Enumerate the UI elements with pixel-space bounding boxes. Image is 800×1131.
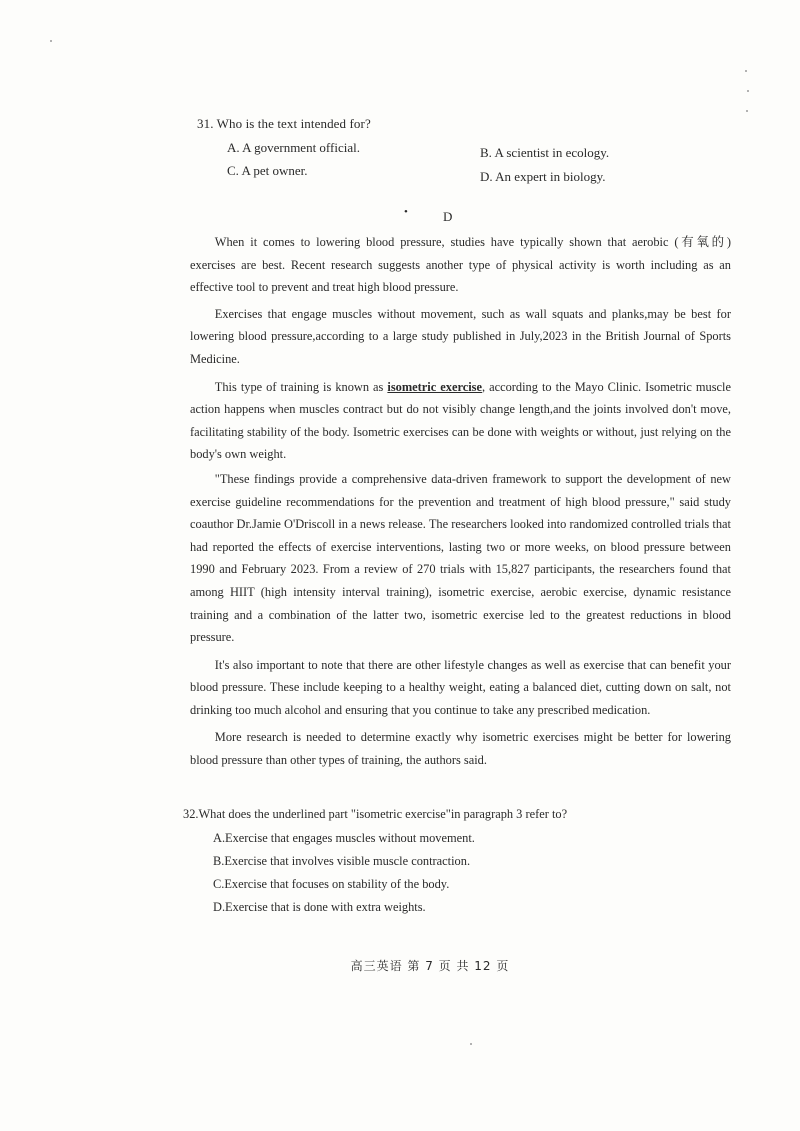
article-paragraph-5: It's also important to note that there are other lifestyle changes as well as exercise that can benefit your blood pressure. These include keeping to a healthy weight, eating a balanced diet, cutting down on salt, not drinking too much alcohol and ensuring that you continue to take any prescribed medication. bbox=[190, 657, 731, 717]
scan-speck bbox=[745, 70, 747, 72]
article-paragraph-1: When it comes to lowering blood pressure, studies have typically shown that aerobic (有氧的) exercises are best. Recent research suggests another type of physical activity is worth including as an effective tool to prevent and treat high blood pressure. bbox=[190, 235, 731, 295]
paragraph-3-body: Isometric muscle action happens when muscles contract but do not visibly change length,and the joints involved don't move, facilitating stability of the body. Isometric exercises can be done with weights or without, just relying on the body's own weight. bbox=[190, 379, 731, 462]
question-31-option-b: B. A scientist in ecology. bbox=[480, 145, 610, 160]
question-31-option-d: D. An expert in biology. bbox=[480, 169, 606, 184]
scan-speck bbox=[746, 110, 748, 112]
question-32-option-d: D.Exercise that is done with extra weights. bbox=[213, 900, 426, 914]
paragraph-3-prefix: This type of training is known as bbox=[214, 379, 388, 394]
scan-speck bbox=[470, 1043, 472, 1045]
paragraph-3-suffix: , according to the Mayo Clinic. bbox=[481, 379, 642, 394]
article-paragraph-3 bbox=[190, 376, 731, 466]
article-paragraph-6: More research is needed to determine exactly why isometric exercises might be better for lowering blood pressure than other types of training, the authors said. bbox=[190, 730, 731, 768]
question-32-stem: 32.What does the underlined part "isometric exercise"in paragraph 3 refer to? bbox=[183, 807, 568, 821]
page-footer: 高三英语 第 7 页 共 12 页 bbox=[350, 959, 510, 973]
question-31-option-a: A. A government official. bbox=[227, 140, 360, 155]
question-32-option-c: C.Exercise that focuses on stability of the body. bbox=[213, 877, 450, 891]
question-31-option-c: C. A pet owner. bbox=[227, 163, 308, 178]
underlined-term: isometric exercise bbox=[387, 379, 482, 394]
question-32-option-b: B.Exercise that involves visible muscle contraction. bbox=[213, 854, 471, 868]
article-paragraph-2: Exercises that engage muscles without movement, such as wall squats and planks,may be best for lowering blood pressure,according to a large study published in July,2023 in the British Journal of Sports Medicine. bbox=[190, 306, 731, 366]
question-32-option-a: A.Exercise that engages muscles without movement. bbox=[213, 831, 475, 845]
article-paragraph-4: "These findings provide a comprehensive data-driven framework to support the development of new exercise guideline recommendations for the prevention and treatment of high blood pressure," said study coauthor Dr.Jamie O'Driscoll in a news release. The researchers looked into randomized controlled trials that had reported the effects of exercise interventions, lasting two or more weeks, on blood pressure between 1990 and February 2023. From a review of 270 trials with 15,827 participants, the researchers found that among HIIT (high intensity interval training), isometric exercise, aerobic exercise, dynamic resistance training and a combination of the latter two, isometric exercise led to the greatest reductions in blood pressure. bbox=[190, 471, 731, 645]
section-label: D bbox=[443, 209, 453, 224]
bullet-mark: • bbox=[404, 206, 408, 218]
question-31-stem: 31. Who is the text intended for? bbox=[197, 116, 371, 131]
scan-speck bbox=[747, 90, 749, 92]
scan-speck bbox=[50, 40, 52, 42]
article bbox=[190, 231, 731, 772]
